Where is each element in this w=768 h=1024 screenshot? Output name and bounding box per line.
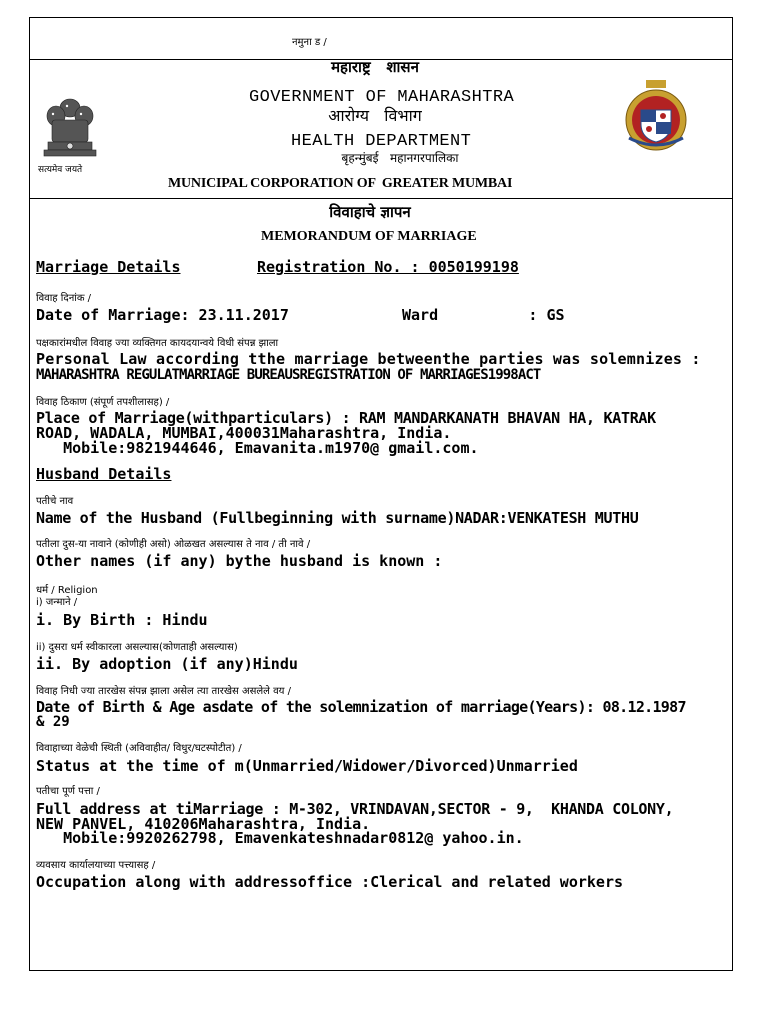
ward: Ward : GS (402, 306, 565, 324)
religion-label: धर्म / Religion (36, 585, 98, 596)
religion-by-birth: i. By Birth : Hindu (36, 611, 208, 629)
date-of-marriage: Date of Marriage: 23.11.2017 (36, 306, 289, 324)
address-line1: Full address at tiMarriage : M-302, VRINDAVAN,SECTOR - 9, KHANDA COLONY, (36, 800, 674, 818)
registration-number (257, 260, 519, 275)
other-names: Other names (if any) bythe husband is known : (36, 552, 443, 570)
form-number: नमुना ड / (292, 37, 327, 48)
date-label-marathi: विवाह दिनांक / (36, 293, 92, 304)
department-marathi: आरोग्य विभाग (328, 106, 422, 125)
memorandum-title: MEMORANDUM OF MARRIAGE (261, 229, 477, 244)
personal-law-line1: Personal Law according tthe marriage betweenthe parties was solemnizes : (36, 350, 701, 368)
husband-name: Name of the Husband (Fullbeginning with surname)NADAR:VENKATESH MUTHU (36, 509, 639, 527)
place-label-marathi: विवाह ठिकाण (संपूर्ण तपशीलासह) / (36, 397, 170, 408)
personal-law-line2: MAHARASHTRA REGULATMARRIAGE BUREAUSREGISTRATION OF MARRIAGES1998ACT (36, 367, 541, 383)
occupation-label-marathi: व्यवसाय कार्यालयाच्या पत्त्यासह / (36, 860, 156, 871)
state-marathi: महाराष्ट्र शासन (331, 58, 419, 76)
other-names-label-marathi: पतीला दुस-या नावाने (कोणीही असो) ओळखत असल्यास ते नाव / ती नावे / (36, 539, 311, 550)
emblem-motto: सत्यमेव जयते (38, 165, 83, 175)
place-line3: Mobile:9821944646, Emavanita.m1970@ gmail.com. (36, 439, 479, 457)
state-emblem-icon (38, 92, 102, 170)
government-title: GOVERNMENT OF MAHARASHTRA (249, 88, 515, 107)
municipal-seal-icon (619, 80, 693, 158)
section-heading-marriage: Marriage Details (36, 258, 181, 276)
place-line2: ROAD, WADALA, MUMBAI,400031Maharashtra, India. (36, 424, 452, 442)
date-of-birth-age: Date of Birth & Age asdate of the solemnization of marriage(Years): 08.12.1987 (36, 698, 686, 716)
corporation-title: MUNICIPAL CORPORATION OF GREATER MUMBAI (168, 176, 513, 191)
status-label-marathi: विवाहाच्या वेळेची स्थिती (अविवाहीत/ विधुर/घटस्पोटीत) / (36, 743, 242, 754)
address-line3: Mobile:9920262798, Emavenkateshnadar0812@ yahoo.in. (36, 829, 524, 847)
marital-status: Status at the time of m(Unmarried/Widower/Divorced)Unmarried (36, 757, 578, 775)
occupation: Occupation along with addressoffice :Clerical and related workers (36, 873, 623, 891)
memorandum-title-marathi: विवाहाचे ज्ञापन (329, 203, 411, 221)
corporation-marathi: बृहन्मुंबई महानगरपालिका (341, 151, 459, 165)
name-label-marathi: पतीचे नाव (36, 496, 74, 507)
address-label-marathi: पतीचा पूर्ण पत्ता / (36, 786, 100, 797)
department-title: HEALTH DEPARTMENT (291, 132, 472, 151)
religion-by-adoption: ii. By adoption (if any)Hindu (36, 655, 298, 673)
registration-number-text: Registration No. : 0050199198 (257, 258, 519, 276)
dob-label-marathi: विवाह निधी ज्या तारखेस संपन्न झाला असेल त्या तारखेस असलेले वय / (36, 686, 292, 697)
place-line1: Place of Marriage(withparticulars) : RAM MANDARKANATH BHAVAN HA, KATRAK (36, 409, 656, 427)
address-line2: NEW PANVEL, 410206Maharashtra, India. (36, 815, 371, 833)
law-label-marathi: पक्षकारांमधील विवाह ज्या व्यक्तिगत कायदयान्वये विधी संपन्न झाला (36, 338, 279, 349)
date-of-birth-age-line2: & 29 (36, 714, 70, 730)
header-divider (29, 198, 733, 199)
birth-label-marathi: i) जन्माने / (36, 597, 78, 608)
adoption-label-marathi: ii) दुसरा धर्म स्वीकारला असल्यास(कोणताही असल्यास) (36, 642, 238, 653)
section-heading-husband: Husband Details (36, 465, 172, 483)
